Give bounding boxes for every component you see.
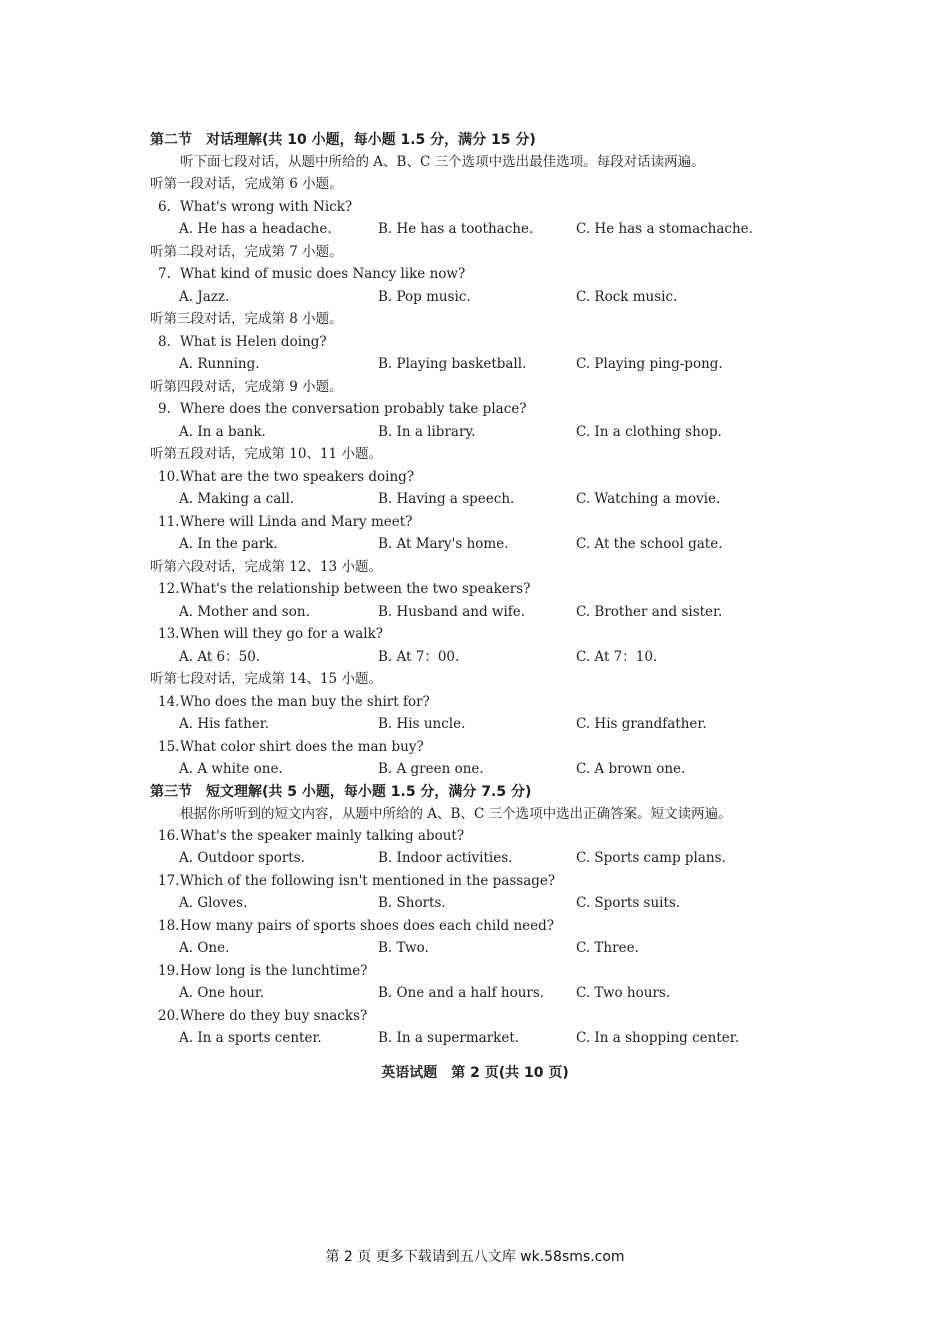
answer-options [150,646,822,669]
option-b: B. He has a toothache. [378,221,534,237]
answer-options [150,758,822,781]
answer-options [150,982,822,1005]
question-number: 20. [158,1007,180,1024]
option-a: A. Running. [179,356,260,372]
dialogue-label: 听第二段对话，完成第 7 小题。 [150,243,343,260]
option-a: A. Jazz. [179,288,230,305]
option-b: B. In a library. [378,423,476,440]
answer-options [150,713,822,736]
option-a: A. In a bank. [179,423,266,440]
answer-options [150,892,822,915]
question [150,263,822,286]
question [150,623,822,646]
question-text: Who does the man buy the shirt for? [180,693,430,710]
question-text: What are the two speakers doing? [180,468,415,485]
option-b: B. In a supermarket. [378,1030,520,1046]
option-c: C. His grandfather. [576,716,707,732]
question [150,960,822,983]
question [150,736,822,759]
option-c: C. Sports camp plans. [576,850,726,866]
dialogue-label: 听第七段对话，完成第 14、15 小题。 [150,671,382,687]
question-number: 12. [158,581,180,597]
question-text: How many pairs of sports shoes does each child need? [180,917,554,934]
question-number: 15. [158,738,180,755]
dialogue-label: 听第五段对话，完成第 10、11 小题。 [150,446,382,462]
option-c: C. At 7：10. [576,648,658,665]
question [150,398,822,421]
option-b: B. Shorts. [378,895,446,911]
option-c: C. Three. [576,940,639,956]
question-text: What's the speaker mainly talking about? [180,827,465,844]
answer-options [150,1027,822,1050]
option-b: B. His uncle. [378,716,466,732]
section-3-questions [150,825,822,1050]
section-2-heading: 第二节 对话理解(共 10 小题，每小题 1.5 分，满分 15 分) [150,132,536,148]
question [150,825,822,848]
answer-options [150,601,822,624]
section-2-instruction: 听下面七段对话，从题中所给的 A、B、C 三个选项中选出最佳选项。每段对话读两遍。 [180,154,705,170]
option-c: C. Rock music. [576,288,678,305]
question [150,1005,822,1028]
question-number: 14. [158,693,180,710]
answer-options [150,937,822,960]
option-b: B. Pop music. [378,288,471,305]
download-note: 第 2 页 更多下载请到五八文库 wk.58sms.com [325,1249,625,1265]
question-number: 16. [158,827,180,844]
section-3-instruction: 根据你所听到的短文内容，从题中所给的 A、B、C 三个选项中选出正确答案。短文读两遍。 [180,805,732,822]
question-text: What color shirt does the man buy? [180,738,424,755]
section-2-dialogues [150,173,822,781]
answer-options [150,847,822,870]
question-text: What's wrong with Nick? [180,198,353,215]
option-a: A. Outdoor sports. [179,850,305,866]
option-c: C. In a clothing shop. [576,423,722,440]
option-c: C. In a shopping center. [576,1030,739,1046]
option-b: B. Having a speech. [378,491,515,507]
question-number: 13. [158,626,180,642]
option-c: C. Watching a movie. [576,491,721,507]
option-c: C. Sports suits. [576,895,681,911]
section-3-heading: 第三节 短文理解(共 5 小题，每小题 1.5 分，满分 7.5 分) [150,783,532,800]
question-text: How long is the lunchtime? [180,962,368,979]
option-a: A. In the park. [179,536,278,552]
answer-options [150,488,822,511]
question [150,466,822,489]
answer-options [150,533,822,556]
question-number: 8. [158,333,171,350]
question-text: Which of the following isn't mentioned in the passage? [180,872,556,889]
question-number: 17. [158,872,180,889]
question-text: What is Helen doing? [180,333,327,350]
dialogue-label: 听第六段对话，完成第 12、13 小题。 [150,558,382,575]
question [150,691,822,714]
question [150,915,822,938]
question-number: 10. [158,468,180,485]
question-text: What's the relationship between the two speakers? [180,581,531,597]
option-b: B. A green one. [378,761,484,777]
answer-options [150,218,822,241]
question-number: 9. [158,401,171,417]
dialogue-label: 听第四段对话，完成第 9 小题。 [150,378,343,395]
answer-options [150,286,822,309]
question-text: Where will Linda and Mary meet? [180,513,413,530]
question [150,870,822,893]
question-text: What kind of music does Nancy like now? [180,266,466,282]
question-number: 7. [158,266,171,282]
option-b: B. Two. [378,940,429,956]
option-a: A. Making a call. [179,491,295,507]
exam-content [150,129,822,1050]
option-b: B. Playing basketball. [378,356,527,372]
dialogue-label: 听第三段对话，完成第 8 小题。 [150,311,343,327]
option-a: A. One hour. [179,985,265,1001]
answer-options [150,353,822,376]
option-a: A. One. [179,940,230,956]
option-a: A. Mother and son. [179,603,310,620]
dialogue-label: 听第一段对话，完成第 6 小题。 [150,176,343,192]
question [150,511,822,534]
question-text: When will they go for a walk? [180,626,383,642]
question [150,196,822,219]
option-c: C. At the school gate. [576,536,723,552]
option-a: A. In a sports center. [179,1030,322,1046]
option-c: C. Brother and sister. [576,603,723,620]
option-a: A. At 6：50. [179,648,261,665]
option-c: C. A brown one. [576,761,686,777]
option-c: C. He has a stomachache. [576,221,753,237]
option-b: B. At Mary's home. [378,536,509,552]
question-number: 11. [158,513,180,530]
option-a: A. Gloves. [179,895,248,911]
question-number: 19. [158,962,180,979]
option-a: A. His father. [179,716,270,732]
option-b: B. At 7：00. [378,648,460,665]
question-text: Where do they buy snacks? [180,1007,368,1024]
option-b: B. Indoor activities. [378,850,513,866]
option-a: A. He has a headache. [179,221,332,237]
question-number: 18. [158,917,180,934]
question [150,578,822,601]
question-number: 6. [158,198,171,215]
page-footer: 英语试题 第 2 页(共 10 页) [381,1065,569,1081]
option-b: B. Husband and wife. [378,603,526,620]
option-a: A. A white one. [179,761,283,777]
answer-options [150,421,822,444]
question-text: Where does the conversation probably take place? [180,401,527,417]
option-c: C. Playing ping-pong. [576,356,723,372]
question [150,331,822,354]
option-b: B. One and a half hours. [378,985,545,1001]
option-c: C. Two hours. [576,985,671,1001]
